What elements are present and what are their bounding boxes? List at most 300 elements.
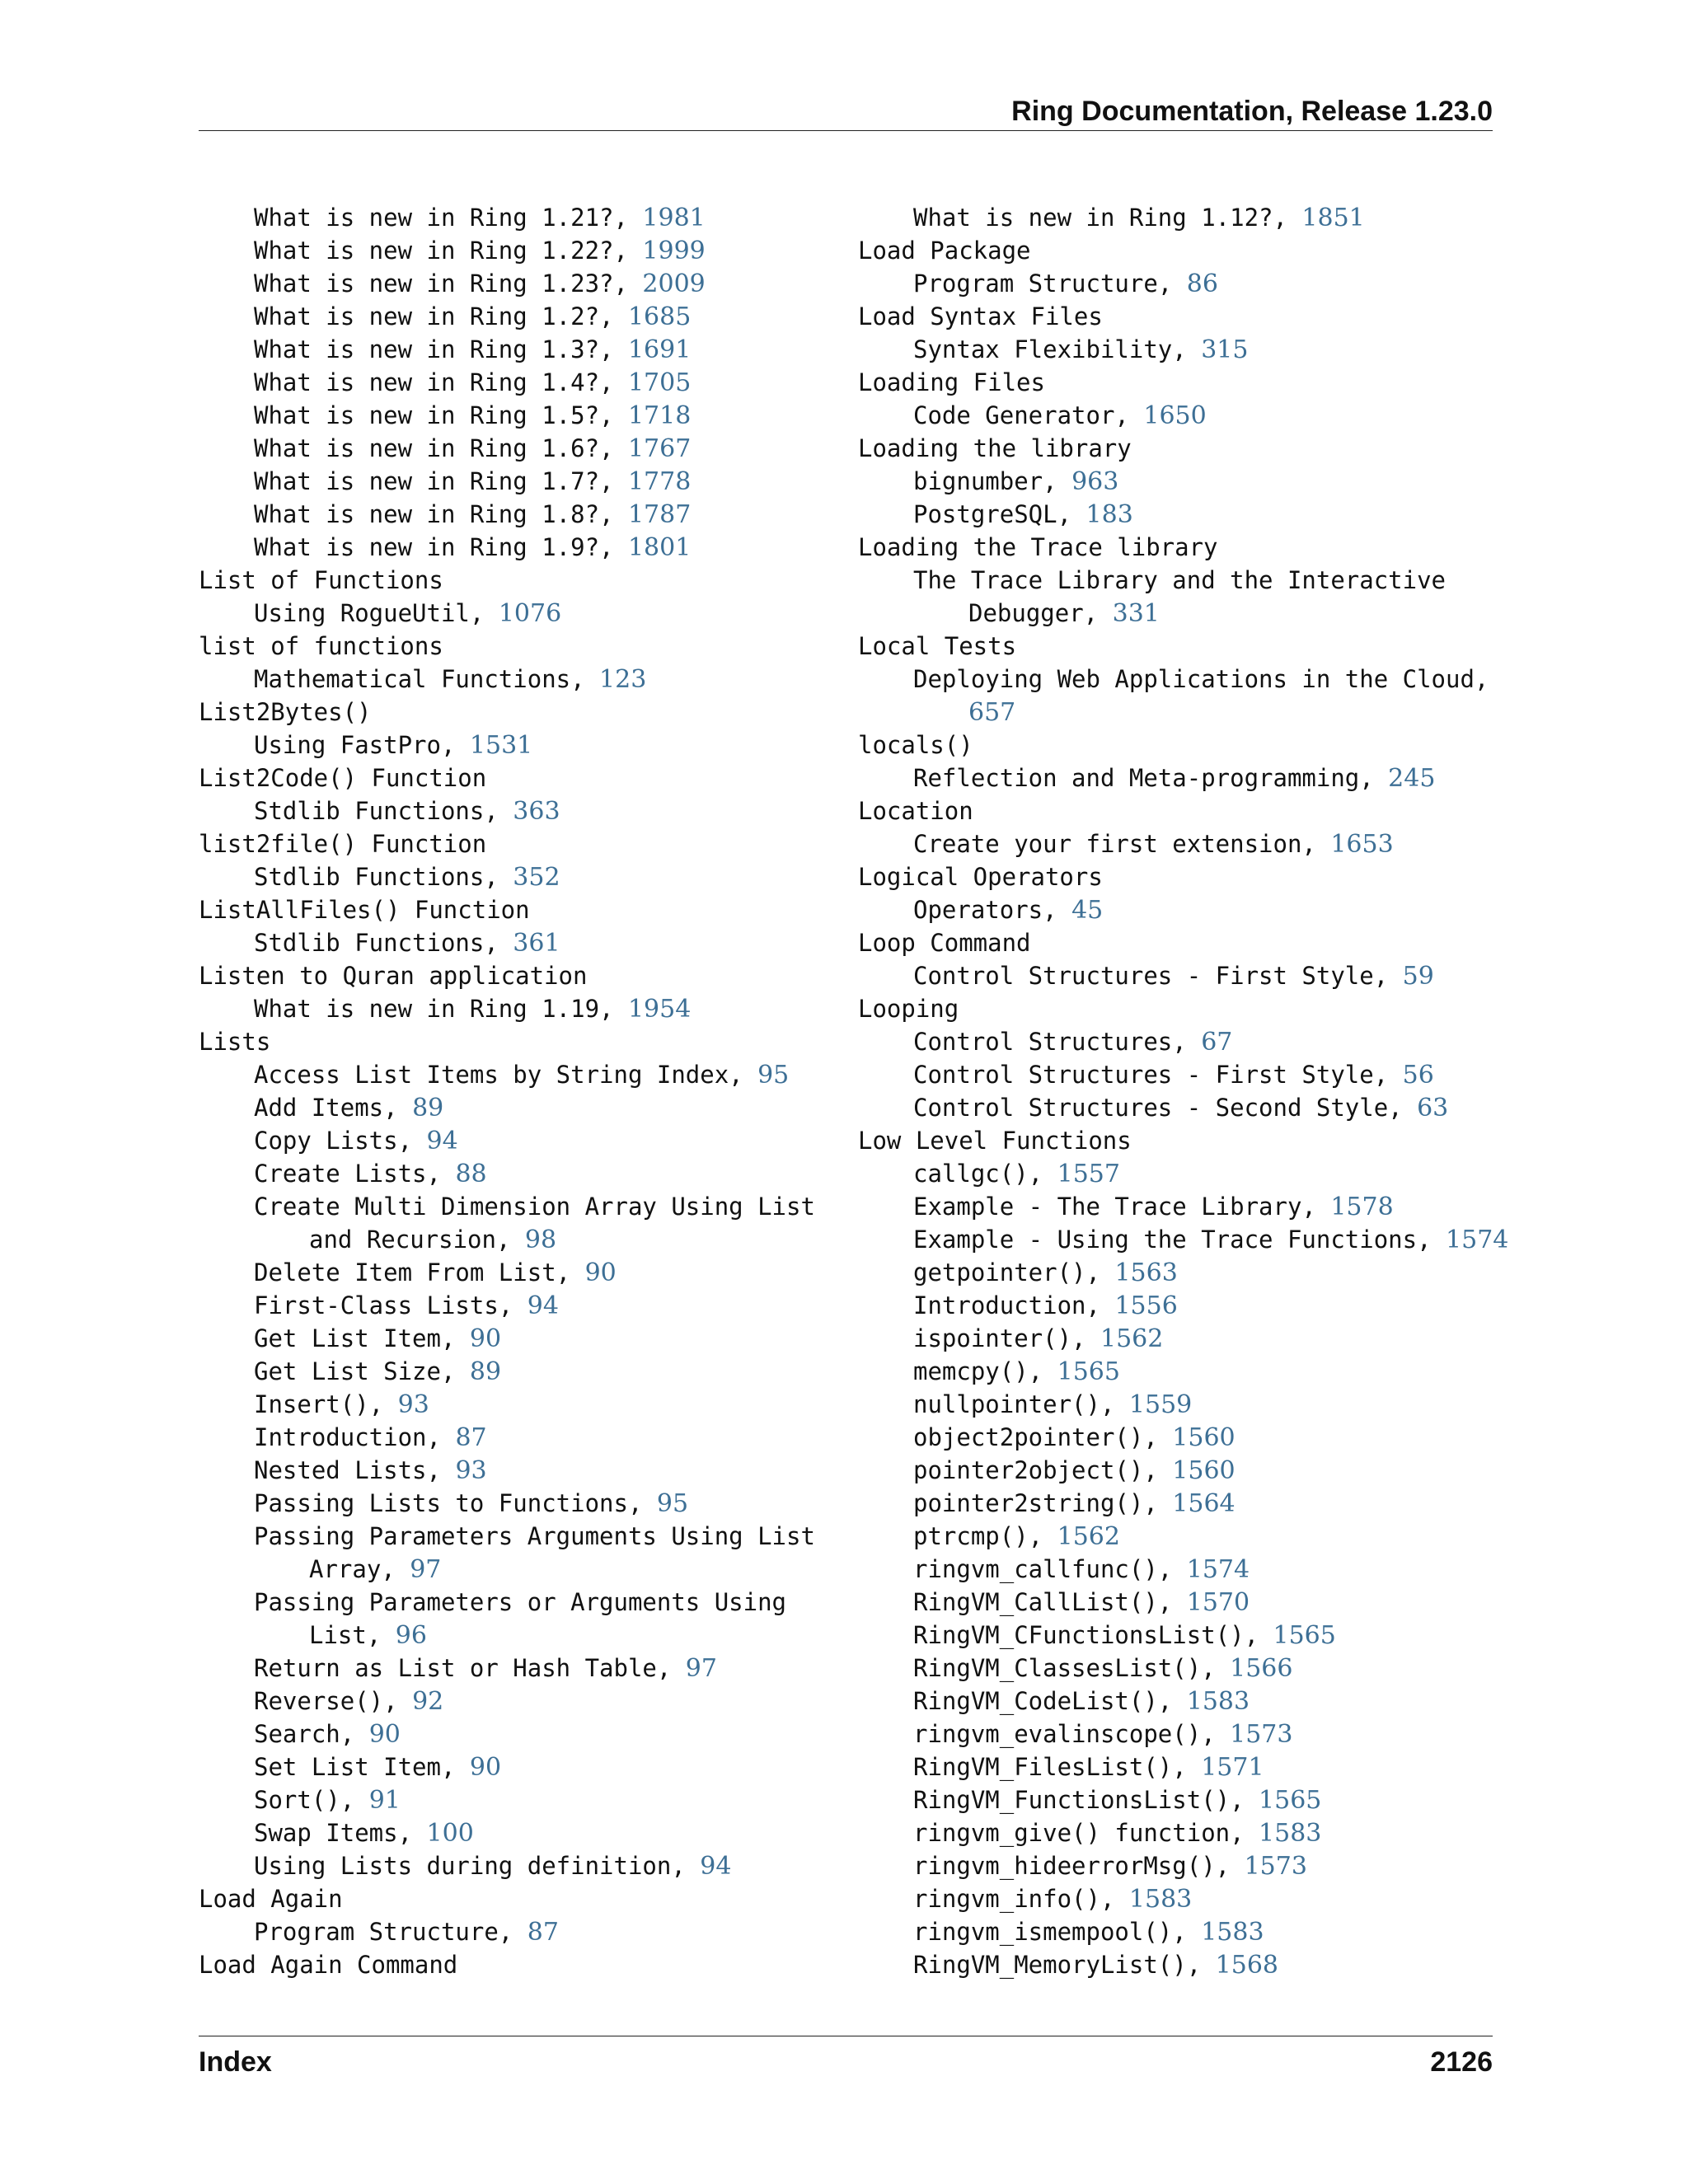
index-subentry (858, 399, 1501, 432)
index-subentry (199, 794, 833, 827)
entry-text: Return as List or Hash Table, (254, 1654, 686, 1682)
page-link[interactable]: 331 (1112, 599, 1160, 628)
index-subentry (858, 1025, 1501, 1058)
page-link[interactable]: 1650 (1143, 401, 1207, 430)
index-subentry (199, 1388, 833, 1421)
index-subentry (199, 1652, 833, 1685)
index-subentry (858, 1553, 1501, 1586)
page-header (199, 91, 1493, 131)
page-link[interactable]: 1565 (1057, 1357, 1120, 1386)
index-subentry (858, 201, 1501, 234)
entry-text: and Recursion, (309, 1226, 525, 1254)
index-term (199, 1948, 833, 1981)
entry-text: RingVM_MemoryList(), (913, 1951, 1216, 1979)
index-term (199, 827, 833, 860)
index-term (858, 860, 1501, 893)
page-link[interactable]: 98 (524, 1226, 557, 1254)
entry-text: Example - Using the Trace Functions, (913, 1226, 1447, 1254)
entry-text: Create Multi Dimension Array Using List (254, 1193, 815, 1221)
entry-text: memcpy(), (913, 1357, 1057, 1385)
page-link[interactable]: 100 (426, 1819, 474, 1848)
page-link[interactable]: 123 (599, 665, 647, 694)
index-subentry (858, 1256, 1501, 1289)
index-subentry (199, 333, 833, 366)
page-link[interactable]: 1787 (627, 500, 692, 529)
index-subentry (199, 1322, 833, 1355)
index-subentry (199, 1454, 833, 1487)
page-link[interactable]: 2009 (642, 269, 706, 298)
page-link[interactable]: 1557 (1057, 1160, 1120, 1188)
page-link[interactable]: 361 (513, 929, 560, 958)
entry-text: What is new in Ring 1.5?, (254, 401, 628, 429)
entry-text: First-Class Lists, (254, 1291, 528, 1319)
page-link[interactable]: 1573 (1230, 1720, 1293, 1749)
index-subentry (858, 1091, 1501, 1124)
index-subentry (858, 498, 1501, 531)
index-subentry (858, 1322, 1501, 1355)
index-subentry (199, 1553, 833, 1586)
entry-text: Logical Operators (858, 863, 1103, 891)
index-subentry (199, 300, 833, 333)
entry-text: Local Tests (858, 632, 1017, 660)
page-link[interactable]: 315 (1201, 335, 1249, 364)
entry-text: Control Structures, (913, 1028, 1202, 1056)
footer-section-label: Index (199, 2046, 272, 2078)
entry-text: Stdlib Functions, (254, 929, 513, 957)
page-link[interactable]: 95 (656, 1489, 689, 1518)
page-link[interactable]: 93 (455, 1456, 487, 1485)
index-subentry (858, 827, 1501, 860)
entry-text: Stdlib Functions, (254, 863, 513, 891)
entry-text: Set List Item, (254, 1753, 470, 1781)
entry-text: list of functions (199, 632, 443, 660)
page-link[interactable]: 1801 (627, 533, 692, 562)
index-subentry (858, 893, 1501, 926)
page-link[interactable]: 1705 (627, 368, 692, 397)
entry-text: Add Items, (254, 1094, 413, 1122)
page-link[interactable]: 352 (513, 863, 560, 892)
entry-text: RingVM_CallList(), (913, 1588, 1187, 1616)
entry-text: pointer2string(), (913, 1489, 1173, 1517)
entry-text: Listen to Quran application (199, 962, 588, 990)
index-subentry (858, 1882, 1501, 1915)
entry-text: Deploying Web Applications in the Cloud, (913, 665, 1489, 693)
page-link[interactable]: 1718 (627, 401, 692, 430)
page-link[interactable]: 963 (1071, 467, 1119, 496)
entry-text: PostgreSQL, (913, 500, 1086, 528)
index-term (199, 959, 833, 992)
entry-text: Load Again Command (199, 1951, 458, 1979)
entry-text: ringvm_info(), (913, 1885, 1129, 1913)
entry-text: list2file() Function (199, 830, 487, 858)
page-link[interactable]: 89 (469, 1357, 502, 1386)
page-link[interactable]: 63 (1417, 1094, 1449, 1122)
index-subentry (858, 1289, 1501, 1322)
entry-text: What is new in Ring 1.3?, (254, 335, 628, 363)
page-link[interactable]: 96 (395, 1621, 427, 1650)
entry-text: Low Level Functions (858, 1127, 1132, 1155)
page-link[interactable]: 1560 (1172, 1423, 1236, 1452)
page-link[interactable]: 657 (968, 698, 1016, 727)
entry-text: Using RogueUtil, (254, 599, 499, 627)
entry-text: Load Package (858, 237, 1031, 265)
index-subentry (858, 1750, 1501, 1783)
entry-text: What is new in Ring 1.2?, (254, 302, 628, 330)
index-subentry (199, 992, 833, 1025)
page-link[interactable]: 93 (397, 1390, 429, 1419)
entry-text: nullpointer(), (913, 1390, 1129, 1418)
page-link[interactable]: 1574 (1446, 1226, 1509, 1254)
entry-text: Create Lists, (254, 1160, 456, 1188)
entry-text: List2Code() Function (199, 764, 487, 792)
index-subentry (199, 432, 833, 465)
index-term (199, 696, 833, 729)
page-link[interactable]: 1573 (1244, 1852, 1307, 1881)
entry-text: Passing Lists to Functions, (254, 1489, 657, 1517)
index-subentry (199, 465, 833, 498)
index-subentry (199, 663, 833, 696)
index-subentry (199, 729, 833, 762)
entry-text: What is new in Ring 1.4?, (254, 368, 628, 396)
entry-text: Reflection and Meta-programming, (913, 764, 1389, 792)
entry-text: Loading the Trace library (858, 533, 1218, 561)
entry-text: ringvm_ismempool(), (913, 1918, 1202, 1946)
page-link[interactable]: 1583 (1128, 1885, 1193, 1914)
entry-text: Introduction, (254, 1423, 456, 1451)
page-link[interactable]: 92 (412, 1687, 444, 1716)
page-link[interactable]: 1691 (627, 335, 692, 364)
index-subentry (858, 1685, 1501, 1718)
page-link[interactable]: 1562 (1057, 1522, 1120, 1551)
entry-text: ListAllFiles() Function (199, 896, 530, 924)
index-subentry (199, 1190, 833, 1223)
page-link[interactable]: 90 (469, 1753, 502, 1782)
index-term (858, 1124, 1501, 1157)
index-term (858, 432, 1501, 465)
page-link[interactable]: 67 (1201, 1028, 1233, 1057)
index-term (858, 926, 1501, 959)
page-link[interactable]: 90 (469, 1324, 502, 1353)
page-link[interactable]: 1565 (1259, 1786, 1322, 1815)
index-term (199, 893, 833, 926)
entry-text: Nested Lists, (254, 1456, 456, 1484)
index-subentry (199, 1586, 833, 1619)
index-subentry (199, 1256, 833, 1289)
page-link[interactable]: 1559 (1128, 1390, 1193, 1419)
entry-text: What is new in Ring 1.22?, (254, 237, 643, 265)
entry-text: Program Structure, (254, 1918, 528, 1946)
page-link[interactable]: 1583 (1201, 1918, 1264, 1947)
index-term (199, 1025, 833, 1058)
entry-text: The Trace Library and the Interactive (913, 566, 1447, 594)
entry-text: bignumber, (913, 467, 1072, 495)
index-term (858, 234, 1501, 267)
entry-text: Code Generator, (913, 401, 1144, 429)
entry-text: Looping (858, 995, 959, 1023)
entry-text: ispointer(), (913, 1324, 1100, 1352)
page-link[interactable]: 88 (455, 1160, 487, 1188)
entry-text: What is new in Ring 1.7?, (254, 467, 628, 495)
index-subentry (199, 1718, 833, 1750)
index-subentry (858, 333, 1501, 366)
entry-text: Insert(), (254, 1390, 398, 1418)
page-link[interactable]: 86 (1186, 269, 1218, 298)
index-subentry (858, 1223, 1509, 1256)
entry-text: Using FastPro, (254, 731, 470, 759)
entry-text: List2Bytes() (199, 698, 372, 726)
entry-text: Control Structures - First Style, (913, 962, 1403, 990)
index-subentry (199, 1487, 833, 1520)
entry-text: ringvm_callfunc(), (913, 1555, 1187, 1583)
entry-text: Control Structures - Second Style, (913, 1094, 1418, 1122)
entry-text: locals() (858, 731, 973, 759)
page-link[interactable]: 1566 (1230, 1654, 1293, 1683)
index-subentry (858, 762, 1501, 794)
page-link[interactable]: 1851 (1301, 204, 1365, 232)
entry-text: Get List Size, (254, 1357, 470, 1385)
index-term (199, 1882, 833, 1915)
page-link[interactable]: 1583 (1259, 1819, 1322, 1848)
index-subentry (858, 1652, 1501, 1685)
entry-text: Copy Lists, (254, 1127, 427, 1155)
entry-text: RingVM_ClassesList(), (913, 1654, 1231, 1682)
index-subentry (858, 1487, 1501, 1520)
entry-text: List of Functions (199, 566, 443, 594)
page-link[interactable]: 1563 (1114, 1258, 1178, 1287)
entry-text: ptrcmp(), (913, 1522, 1057, 1550)
entry-text: object2pointer(), (913, 1423, 1173, 1451)
index-subentry (199, 201, 833, 234)
page-link[interactable]: 1583 (1186, 1687, 1250, 1716)
index-term (858, 531, 1501, 564)
index-subentry (199, 1619, 833, 1652)
page-link[interactable]: 1562 (1100, 1324, 1164, 1353)
entry-text: Search, (254, 1720, 369, 1748)
page-link[interactable]: 94 (700, 1852, 732, 1881)
index-subentry (199, 1355, 833, 1388)
page-link[interactable]: 91 (368, 1786, 401, 1815)
entry-text: Passing Parameters or Arguments Using (254, 1588, 787, 1616)
entry-text: Create your first extension, (913, 830, 1331, 858)
page-link[interactable]: 1578 (1330, 1193, 1394, 1221)
index-subentry (199, 1223, 833, 1256)
entry-text: RingVM_CFunctionsList(), (913, 1621, 1273, 1649)
index-subentry (858, 1454, 1501, 1487)
entry-text: What is new in Ring 1.12?, (913, 204, 1302, 232)
entry-text: Loading Files (858, 368, 1045, 396)
entry-text: What is new in Ring 1.6?, (254, 434, 628, 462)
entry-text: ringvm_hideerrorMsg(), (913, 1852, 1245, 1880)
entry-text: Array, (309, 1555, 410, 1583)
index-subentry (858, 1190, 1501, 1223)
page-link[interactable]: 1560 (1172, 1456, 1236, 1485)
index-subentry (199, 498, 833, 531)
entry-text: Example - The Trace Library, (913, 1193, 1331, 1221)
index-subentry (858, 1586, 1501, 1619)
entry-text: Delete Item From List, (254, 1258, 585, 1286)
index-subentry (199, 267, 833, 300)
index-term (858, 300, 1501, 333)
index-term (858, 992, 1501, 1025)
index-subentry (199, 1124, 833, 1157)
index-term (199, 762, 833, 794)
index-subentry (858, 1915, 1501, 1948)
index-subentry (858, 1157, 1501, 1190)
page-link[interactable]: 1778 (627, 467, 692, 496)
document-title: Ring Documentation, Release 1.23.0 (1011, 96, 1493, 127)
index-subentry (199, 366, 833, 399)
entry-text: Reverse(), (254, 1687, 413, 1715)
page-link[interactable]: 1999 (642, 237, 706, 265)
entry-text: RingVM_CodeList(), (913, 1687, 1187, 1715)
entry-text: Using Lists during definition, (254, 1852, 701, 1880)
page-link[interactable]: 87 (527, 1918, 559, 1947)
entry-text: Load Syntax Files (858, 302, 1103, 330)
entry-text: ringvm_evalinscope(), (913, 1720, 1231, 1748)
index-subentry (199, 399, 833, 432)
page-link[interactable]: 1954 (627, 995, 692, 1024)
entry-text: RingVM_FilesList(), (913, 1753, 1202, 1781)
index-subentry (199, 1849, 833, 1882)
index-subentry (858, 1619, 1501, 1652)
page-link[interactable]: 95 (757, 1061, 790, 1090)
index-subentry (199, 1750, 833, 1783)
entry-text: Access List Items by String Index, (254, 1061, 758, 1089)
index-subentry (858, 465, 1501, 498)
entry-text: Load Again (199, 1885, 343, 1913)
page-link[interactable]: 1574 (1186, 1555, 1250, 1584)
index-subentry (858, 1388, 1501, 1421)
entry-text: Swap Items, (254, 1819, 427, 1847)
page-link[interactable]: 90 (368, 1720, 401, 1749)
page-link[interactable]: 1556 (1114, 1291, 1178, 1320)
page-link[interactable]: 56 (1402, 1061, 1434, 1090)
entry-text: What is new in Ring 1.21?, (254, 204, 643, 232)
page-link[interactable]: 1531 (469, 731, 533, 760)
index-term (858, 366, 1501, 399)
entry-text: Control Structures - First Style, (913, 1061, 1403, 1089)
index-subentry (858, 696, 1501, 729)
index-term (199, 564, 833, 597)
entry-text: Program Structure, (913, 269, 1187, 298)
page-link[interactable]: 1570 (1186, 1588, 1250, 1617)
page-link[interactable]: 1981 (642, 204, 706, 232)
index-subentry (199, 1091, 833, 1124)
index-subentry (858, 1355, 1501, 1388)
entry-text: Operators, (913, 896, 1072, 924)
entry-text: Mathematical Functions, (254, 665, 600, 693)
entry-text: What is new in Ring 1.19, (254, 995, 628, 1023)
index-subentry (199, 860, 833, 893)
page-link[interactable]: 1571 (1201, 1753, 1264, 1782)
page-link[interactable]: 97 (410, 1555, 442, 1584)
entry-text: Loop Command (858, 929, 1031, 957)
page-link[interactable]: 1564 (1172, 1489, 1236, 1518)
entry-text: getpointer(), (913, 1258, 1115, 1286)
index-subentry (199, 1058, 833, 1091)
index-subentry (199, 1783, 833, 1816)
index-subentry (199, 1157, 833, 1190)
index-term (858, 729, 1501, 762)
entry-text: Stdlib Functions, (254, 797, 513, 825)
entry-text: Location (858, 797, 973, 825)
page-link[interactable]: 90 (584, 1258, 617, 1287)
index-subentry (858, 1718, 1501, 1750)
entry-text: Passing Parameters Arguments Using List (254, 1522, 815, 1550)
index-term (199, 630, 833, 663)
index-term (858, 794, 1501, 827)
index-subentry (858, 564, 1501, 597)
index-subentry (199, 1289, 833, 1322)
entry-text: What is new in Ring 1.9?, (254, 533, 628, 561)
index-subentry (858, 1421, 1501, 1454)
index-subentry (199, 1520, 833, 1553)
entry-text: Debugger, (968, 599, 1113, 627)
page-link[interactable]: 45 (1071, 896, 1104, 925)
page-link[interactable]: 87 (455, 1423, 487, 1452)
index-subentry (199, 1915, 833, 1948)
index-subentry (858, 959, 1501, 992)
index-subentry (199, 926, 833, 959)
entry-text: pointer2object(), (913, 1456, 1173, 1484)
index-subentry (858, 1816, 1501, 1849)
index-subentry (858, 1849, 1501, 1882)
index-subentry (858, 663, 1501, 696)
page-link[interactable]: 1565 (1273, 1621, 1336, 1650)
index-subentry (858, 1948, 1501, 1981)
page-link[interactable]: 363 (513, 797, 560, 826)
page-link[interactable]: 94 (426, 1127, 458, 1155)
entry-text: Syntax Flexibility, (913, 335, 1202, 363)
entry-text: Loading the library (858, 434, 1132, 462)
entry-text: List, (309, 1621, 396, 1649)
page-link[interactable]: 59 (1402, 962, 1434, 991)
index-subentry (858, 1520, 1501, 1553)
page-link[interactable]: 245 (1388, 764, 1436, 793)
index-column-left (199, 201, 833, 1981)
page-link[interactable]: 1653 (1330, 830, 1394, 859)
entry-text: What is new in Ring 1.23?, (254, 269, 643, 298)
index-column-right (858, 201, 1509, 1981)
entry-text: callgc(), (913, 1160, 1057, 1188)
index-subentry (858, 597, 1501, 630)
page-link[interactable]: 1076 (498, 599, 562, 628)
index-subentry (199, 1816, 833, 1849)
page-link[interactable]: 97 (685, 1654, 717, 1683)
entry-text: Get List Item, (254, 1324, 470, 1352)
index-subentry (858, 1058, 1501, 1091)
page-number: 2126 (1430, 2046, 1493, 2078)
index-subentry (199, 1421, 833, 1454)
page-link[interactable]: 183 (1085, 500, 1133, 529)
index-subentry (199, 234, 833, 267)
page-link[interactable]: 94 (527, 1291, 559, 1320)
index-subentry (858, 267, 1501, 300)
page-link[interactable]: 1685 (627, 302, 692, 331)
page-link[interactable]: 89 (412, 1094, 444, 1122)
entry-text: What is new in Ring 1.8?, (254, 500, 628, 528)
index-subentry (199, 531, 833, 564)
page-link[interactable]: 1568 (1215, 1951, 1279, 1980)
entry-text: Lists (199, 1028, 271, 1056)
entry-text: RingVM_FunctionsList(), (913, 1786, 1259, 1814)
entry-text: Introduction, (913, 1291, 1115, 1319)
index-subentry (199, 597, 833, 630)
index-term (858, 630, 1501, 663)
index-subentry (858, 1783, 1501, 1816)
entry-text: Sort(), (254, 1786, 369, 1814)
page-link[interactable]: 1767 (627, 434, 692, 463)
